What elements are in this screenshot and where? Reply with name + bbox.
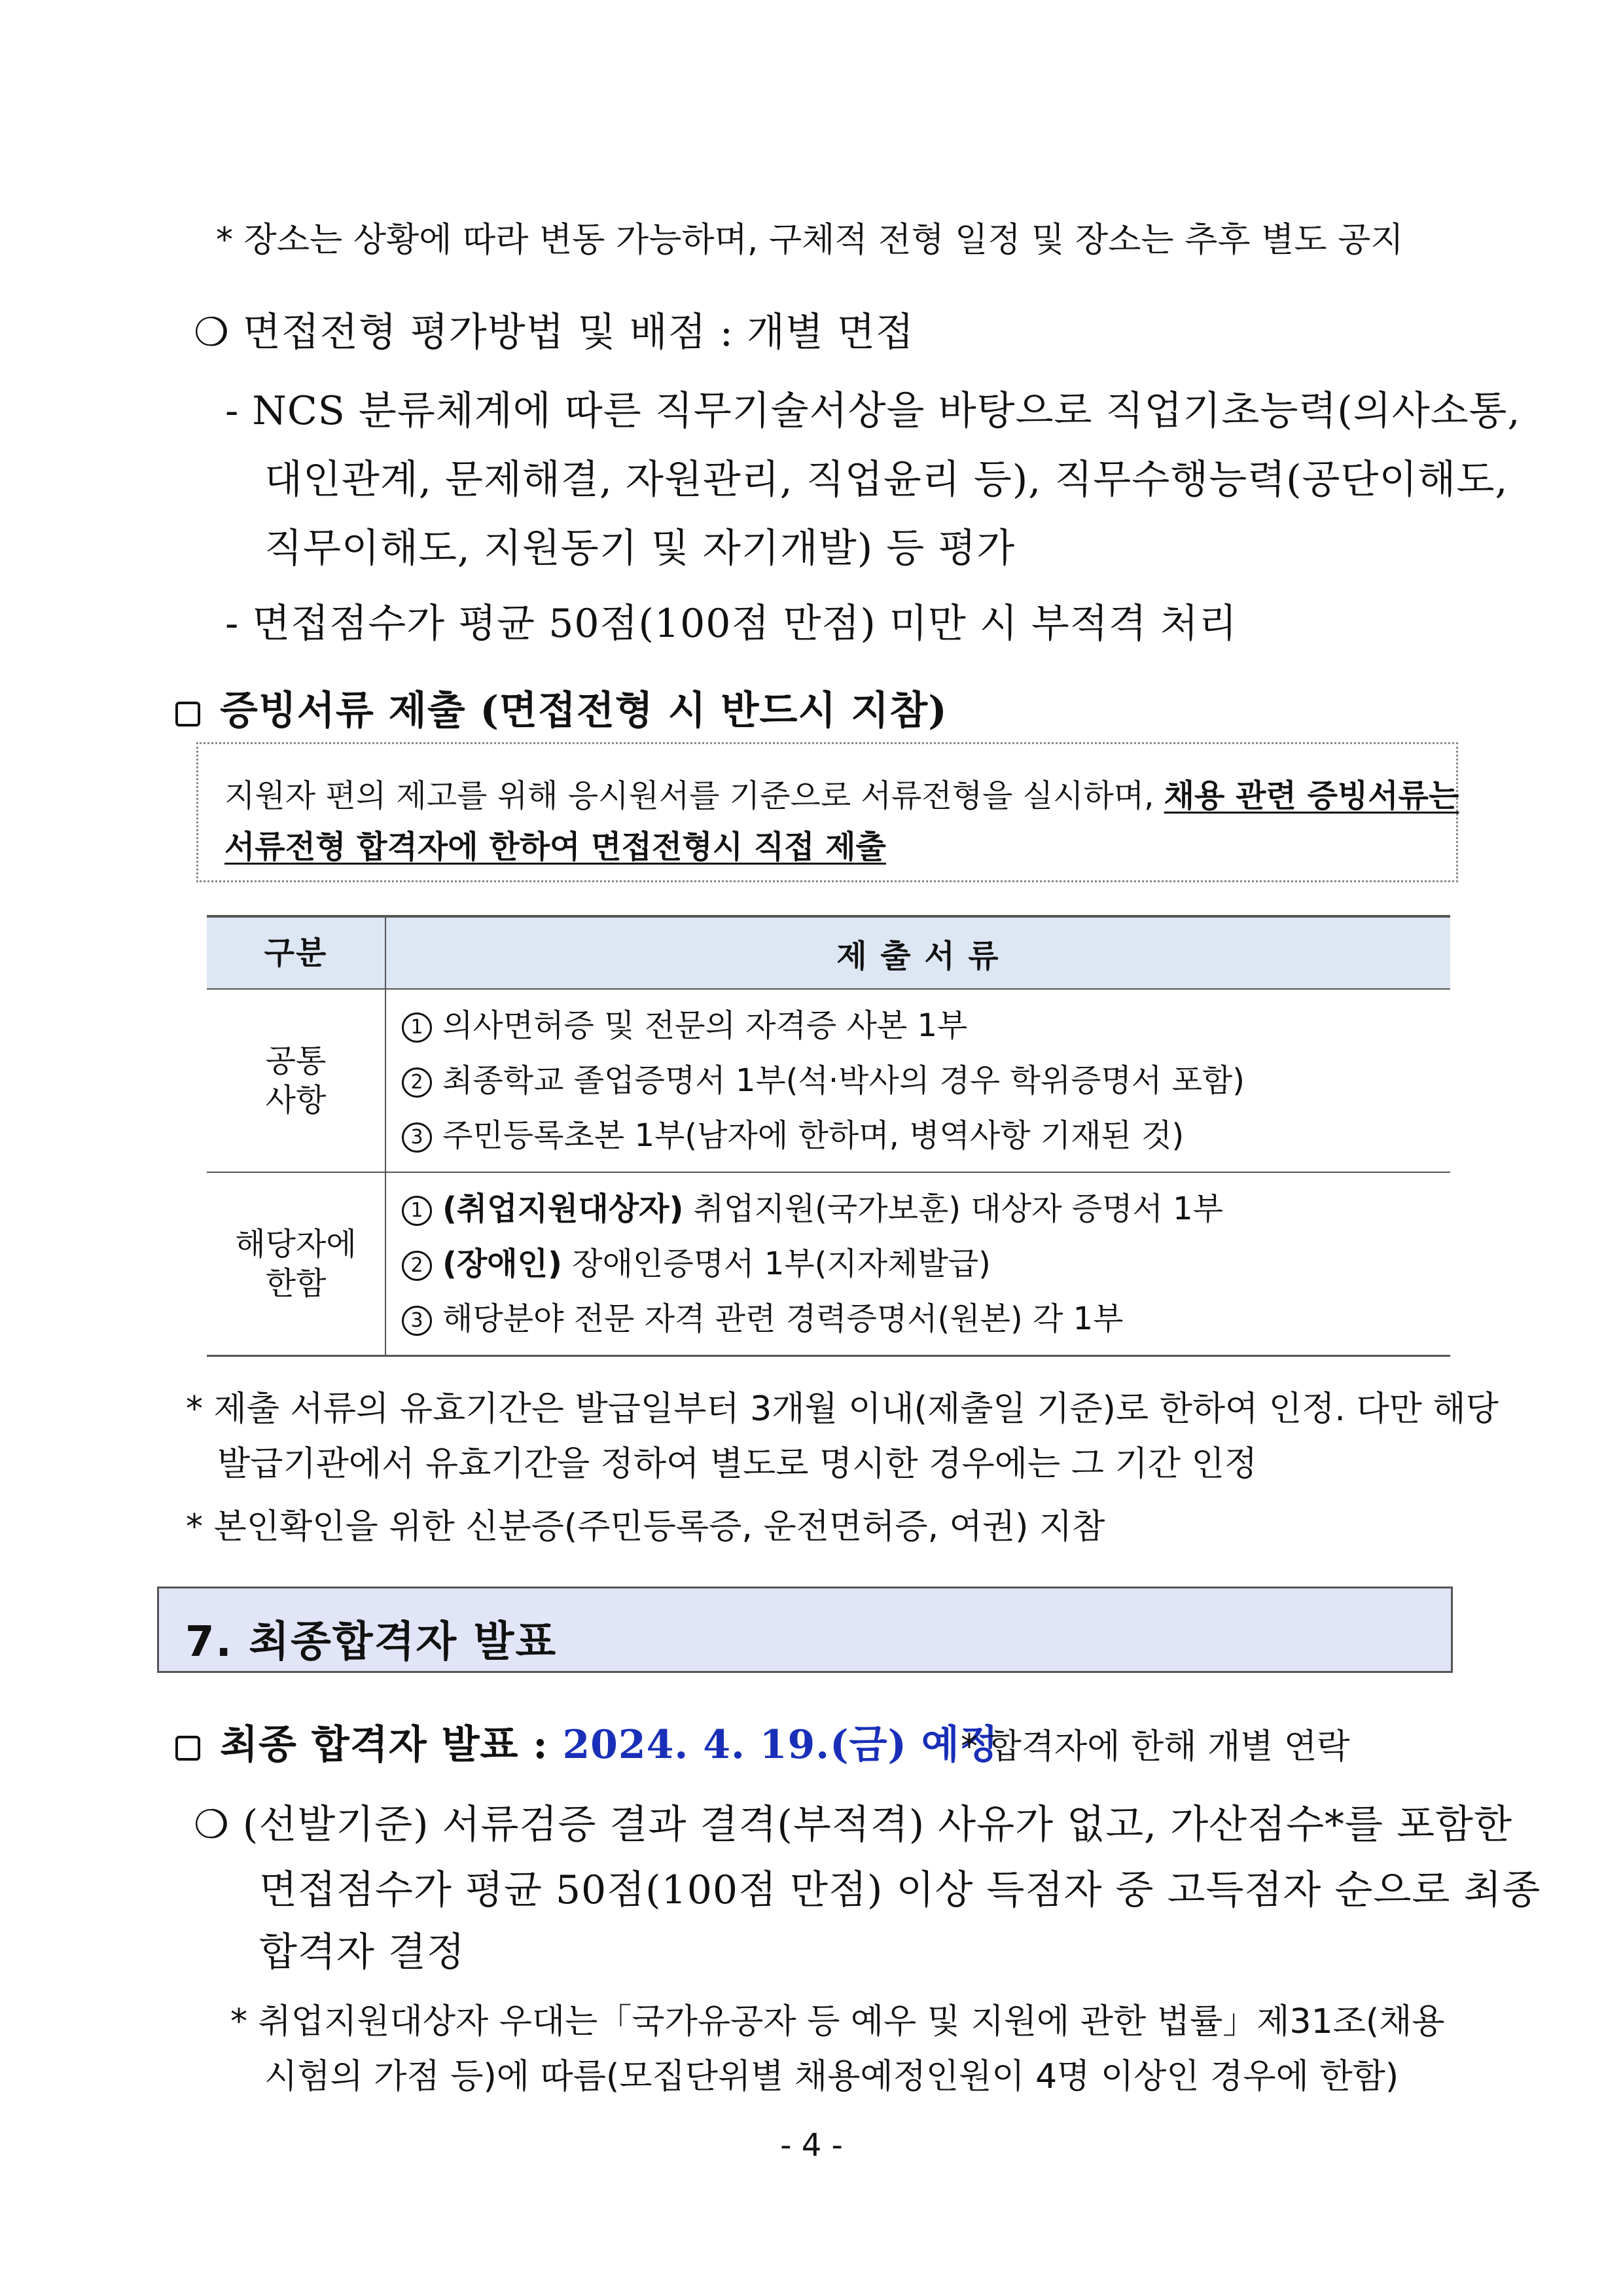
circled-number: 2	[402, 1067, 432, 1098]
item-text: 주민등록초본 1부(남자에 한하며, 병역사항 기재된 것)	[442, 1117, 1185, 1154]
category-cell	[207, 989, 385, 1172]
circled-number: 3	[402, 1306, 432, 1336]
category-label-line-1: 해당자에	[235, 1226, 357, 1263]
preference-note-line-2: 시험의 가점 등)에 따름(모집단위별 채용예정인원이 4명 이상인 경우에 한함)	[264, 2057, 1399, 2096]
list-item	[402, 1181, 1450, 1236]
announcement-date: 2024. 4. 19.(금) 예정	[562, 1722, 999, 1768]
preference-note-line-1: * 취업지원대상자 우대는「국가유공자 등 예우 및 지원에 관한 법률」제31조(채용	[230, 2002, 1445, 2041]
table-header-row	[207, 916, 1450, 989]
notice-line-2	[224, 821, 886, 867]
documents-notice-box	[196, 742, 1458, 882]
page-number: - 4 -	[780, 2127, 843, 2164]
ncs-line-3: 직무이해도, 지원동기 및 자기개발) 등 평가	[264, 526, 1016, 571]
column-header-documents: 제 출 서 류	[385, 916, 1450, 989]
notice-line-1	[224, 770, 1459, 816]
notice-emphasis-1: 채용 관련 증빙서류는	[1164, 778, 1459, 814]
checkbox-square-icon	[175, 702, 200, 726]
validity-note-line-1: * 제출 서류의 유효기간은 발급일부터 3개월 이내(제출일 기준)로 한하여 인정. 다만 해당	[186, 1390, 1499, 1429]
item-bold: (장애인)	[442, 1246, 562, 1282]
criteria-line-2: 면접점수가 평균 50점(100점 만점) 이상 득점자 중 고득점자 순으로 최종	[259, 1867, 1541, 1913]
checkbox-square-icon	[175, 1736, 200, 1761]
criteria-line-3: 합격자 결정	[259, 1929, 465, 1975]
documents-heading-text: 증빙서류 제출 (면접전형 시 반드시 지참)	[220, 688, 948, 734]
documents-table	[207, 915, 1450, 1357]
table-row	[207, 989, 1450, 1172]
item-bold: (취업지원대상자)	[442, 1191, 684, 1227]
documents-heading	[175, 679, 948, 736]
section-title: 7. 최종합격자 발표	[185, 1618, 558, 1666]
section-title-bar	[157, 1587, 1453, 1673]
list-item	[402, 1108, 1450, 1163]
list-item	[402, 1291, 1450, 1346]
category-label-line-2: 사항	[265, 1082, 327, 1119]
column-header-category: 구분	[207, 916, 385, 989]
item-text: 장애인증명서 1부(지자체발급)	[562, 1246, 991, 1282]
circled-number: 1	[402, 1013, 432, 1043]
location-note: * 장소는 상황에 따라 변동 가능하며, 구체적 전형 일정 및 장소는 추후 별도 공지	[216, 221, 1404, 260]
final-announcement	[175, 1713, 999, 1770]
announcement-note: * 합격자에 한해 개별 연락	[961, 1727, 1350, 1767]
announcement-label: 최종 합격자 발표 :	[220, 1722, 563, 1768]
ncs-line-2: 대인관계, 문제해결, 자원관리, 직업윤리 등), 직무수행능력(공단이해도,	[264, 457, 1508, 503]
score-line: - 면접점수가 평균 50점(100점 만점) 미만 시 부적격 처리	[225, 601, 1238, 647]
documents-cell	[385, 989, 1450, 1172]
interview-method-bullet: ❍ 면접전형 평가방법 및 배점 : 개별 면접	[194, 310, 914, 355]
criteria-line-1: ❍ (선발기준) 서류검증 결과 결격(부적격) 사유가 없고, 가산점수*를 포함한	[194, 1802, 1512, 1848]
item-text: 취업지원(국가보훈) 대상자 증명서 1부	[683, 1191, 1223, 1227]
validity-note-line-2: 발급기관에서 유효기간을 정하여 별도로 명시한 경우에는 그 기간 인정	[217, 1444, 1257, 1484]
id-note: * 본인확인을 위한 신분증(주민등록증, 운전면허증, 여권) 지참	[186, 1507, 1105, 1547]
notice-emphasis-2: 서류전형 합격자에 한하여 면접전형시 직접 제출	[224, 829, 886, 865]
category-label-line-1: 공통	[265, 1043, 327, 1079]
circled-number: 2	[402, 1251, 432, 1281]
documents-cell	[385, 1172, 1450, 1356]
item-text: 의사면허증 및 전문의 자격증 사본 1부	[442, 1007, 968, 1044]
list-item	[402, 998, 1450, 1053]
notice-plain-text: 지원자 편의 제고를 위해 응시원서를 기준으로 서류전형을 실시하며,	[224, 778, 1164, 814]
circled-number: 3	[402, 1122, 432, 1153]
category-cell	[207, 1172, 385, 1356]
item-text: 해당분야 전문 자격 관련 경력증명서(원본) 각 1부	[442, 1300, 1124, 1337]
list-item	[402, 1236, 1450, 1291]
category-label-line-2: 한함	[265, 1265, 327, 1302]
item-text: 최종학교 졸업증명서 1부(석·박사의 경우 학위증명서 포함)	[442, 1062, 1245, 1099]
ncs-line-1: - NCS 분류체계에 따른 직무기술서상을 바탕으로 직업기초능력(의사소통,	[225, 388, 1521, 434]
table-row	[207, 1172, 1450, 1356]
circled-number: 1	[402, 1196, 432, 1226]
list-item	[402, 1053, 1450, 1108]
